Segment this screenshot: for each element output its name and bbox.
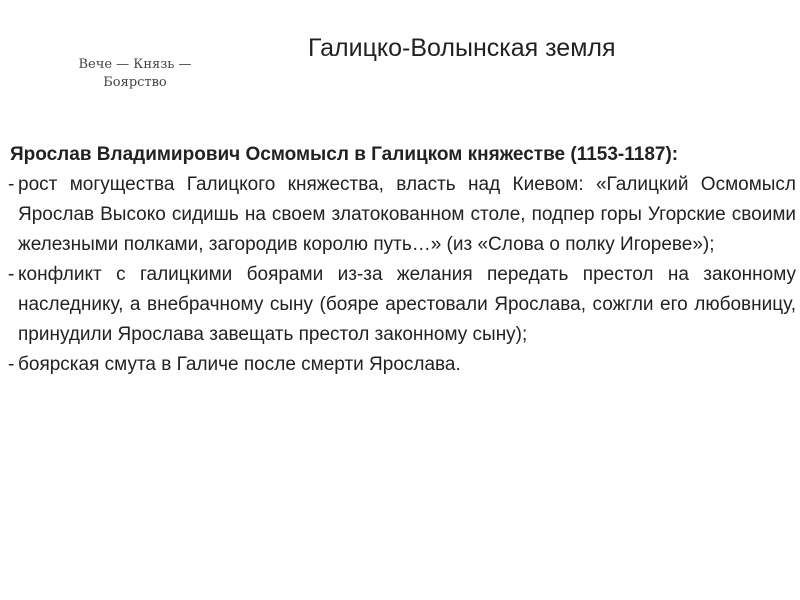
list-item <box>8 260 796 350</box>
section-heading: Ярослав Владимирович Осмомысл в Галицком княжестве (1153-1187): <box>10 144 679 165</box>
list-item <box>8 350 796 380</box>
list-item-text: боярская смута в Галиче после смерти Ярослава. <box>18 354 461 375</box>
slide-content <box>8 140 796 380</box>
slide-title: Галицко-Волынская земля <box>308 34 616 62</box>
list-item <box>8 170 796 260</box>
list-item-text: рост могущества Галицкого княжества, власть над Киевом: «Галицкий Осмомысл Ярослав Высоко сидишь на своем златокованном столе, подпер горы Угорские своими железными полками, загородив королю путь…» (из «Слова о полку Игореве»); <box>18 174 796 255</box>
list-item-marker: - <box>8 354 15 375</box>
slide-subtitle: Вече — Князь — Боярство <box>78 57 192 90</box>
list-item-marker: - <box>8 174 15 195</box>
list-item-text: конфликт с галицкими боярами из-за желания передать престол на законному наследнику, а внебрачному сыну (бояре арестовали Ярослава, сожгли его любовницу, принудили Ярослава завещать престол законному сыну); <box>18 264 796 345</box>
list-item-marker: - <box>8 264 15 285</box>
